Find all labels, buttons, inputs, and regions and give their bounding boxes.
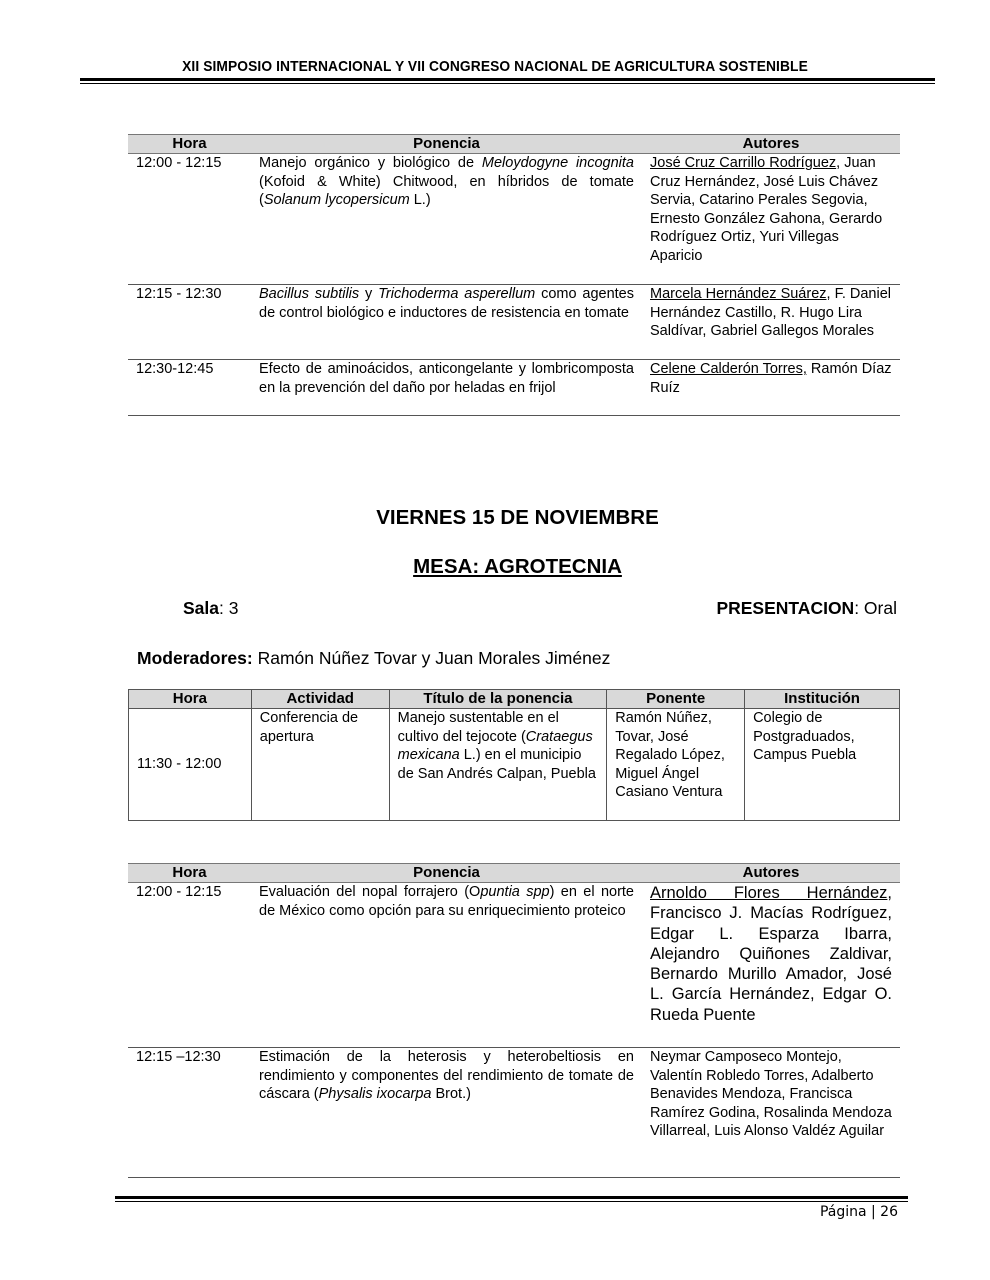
footer-rule-thick — [115, 1196, 908, 1199]
opening-conference-table — [128, 689, 900, 821]
table-row — [129, 709, 900, 821]
column-header-ponente: Ponente — [607, 690, 745, 709]
cell-hora: 11:30 - 12:00 — [129, 709, 252, 821]
table-header-row — [129, 690, 900, 709]
cell-ponente: Ramón Núñez, Tovar, José Regalado López, Miguel Ángel Casiano Ventura — [607, 709, 745, 821]
cell-hora: 12:00 - 12:15 — [128, 154, 251, 285]
table-row — [128, 883, 900, 1048]
cell-ponencia: Evaluación del nopal forrajero (Opuntia spp) en el norte de México como opción para su enriquecimiento proteico — [251, 883, 642, 1048]
cell-hora: 12:15 –12:30 — [128, 1048, 251, 1178]
header-rule-thin — [80, 83, 935, 84]
sala-info: Sala: 3 — [183, 598, 239, 618]
cell-ponencia: Manejo orgánico y biológico de Meloydogyne incognita (Kofoid & White) Chitwood, en híbridos de tomate (Solanum lycopersicum L.) — [251, 154, 642, 285]
table-row — [128, 285, 900, 360]
column-header-hora: Hora — [128, 864, 251, 883]
cell-actividad: Conferencia de apertura — [251, 709, 389, 821]
column-header-hora: Hora — [129, 690, 252, 709]
table-row — [128, 1048, 900, 1178]
cell-autores: Arnoldo Flores Hernández, Francisco J. Macías Rodríguez, Edgar L. Esparza Ibarra, Alejandro Quiñones Zaldivar, Bernardo Murillo Amador, José L. García Hernández, Edgar O. Rueda Puente — [642, 883, 900, 1048]
presentacion-info: PRESENTACION: Oral — [716, 598, 897, 618]
cell-hora: 12:30-12:45 — [128, 360, 251, 416]
column-header-hora: Hora — [128, 135, 251, 154]
cell-ponencia: Estimación de la heterosis y heterobeltiosis en rendimiento y componentes del rendimiento de tomate de cáscara (Physalis ixocarpa Brot.) — [251, 1048, 642, 1178]
cell-ponencia: Bacillus subtilis y Trichoderma asperellum como agentes de control biológico e inductores de resistencia en tomate — [251, 285, 642, 360]
table-row — [128, 154, 900, 285]
column-header-actividad: Actividad — [251, 690, 389, 709]
moderadores-info: Moderadores: Ramón Núñez Tovar y Juan Morales Jiménez — [137, 648, 611, 668]
column-header-institucion: Institución — [745, 690, 900, 709]
column-header-titulo: Título de la ponencia — [389, 690, 607, 709]
column-header-autores: Autores — [642, 135, 900, 154]
column-header-ponencia: Ponencia — [251, 135, 642, 154]
document-header-title: XII SIMPOSIO INTERNACIONAL Y VII CONGRESO NACIONAL DE AGRICULTURA SOSTENIBLE — [182, 58, 808, 75]
cell-titulo: Manejo sustentable en el cultivo del tejocote (Crataegus mexicana L.) en el municipio de San Andrés Calpan, Puebla — [389, 709, 607, 821]
header-rule-thick — [80, 78, 935, 81]
cell-hora: 12:00 - 12:15 — [128, 883, 251, 1048]
cell-hora: 12:15 - 12:30 — [128, 285, 251, 360]
column-header-ponencia: Ponencia — [251, 864, 642, 883]
mesa-title: MESA: AGROTECNIA — [413, 555, 622, 578]
page-number: Página | 26 — [819, 1204, 898, 1220]
cell-institucion: Colegio de Postgraduados, Campus Puebla — [745, 709, 900, 821]
cell-autores: Neymar Camposeco Montejo, Valentín Robledo Torres, Adalberto Benavides Mendoza, Francisca Ramírez Godina, Rosalinda Mendoza Villarreal, Luis Alonso Valdéz Aguilar — [642, 1048, 900, 1178]
table-header-row — [128, 135, 900, 154]
cell-ponencia: Efecto de aminoácidos, anticongelante y lombricomposta en la prevención del daño por heladas en frijol — [251, 360, 642, 416]
cell-autores: José Cruz Carrillo Rodríguez, Juan Cruz Hernández, José Luis Chávez Servia, Catarino Perales Segovia, Ernesto González Gahona, Gerardo Rodríguez Ortiz, Yuri Villegas Aparicio — [642, 154, 900, 285]
footer-rule-thin — [115, 1201, 908, 1202]
cell-autores: Celene Calderón Torres, Ramón Díaz Ruíz — [642, 360, 900, 416]
column-header-autores: Autores — [642, 864, 900, 883]
sessions-table-2 — [128, 863, 900, 1178]
sessions-table-1 — [128, 134, 900, 416]
table-row — [128, 360, 900, 416]
cell-autores: Marcela Hernández Suárez, F. Daniel Hernández Castillo, R. Hugo Lira Saldívar, Gabriel Gallegos Morales — [642, 285, 900, 360]
day-title: VIERNES 15 DE NOVIEMBRE — [376, 506, 659, 529]
table-header-row — [128, 864, 900, 883]
